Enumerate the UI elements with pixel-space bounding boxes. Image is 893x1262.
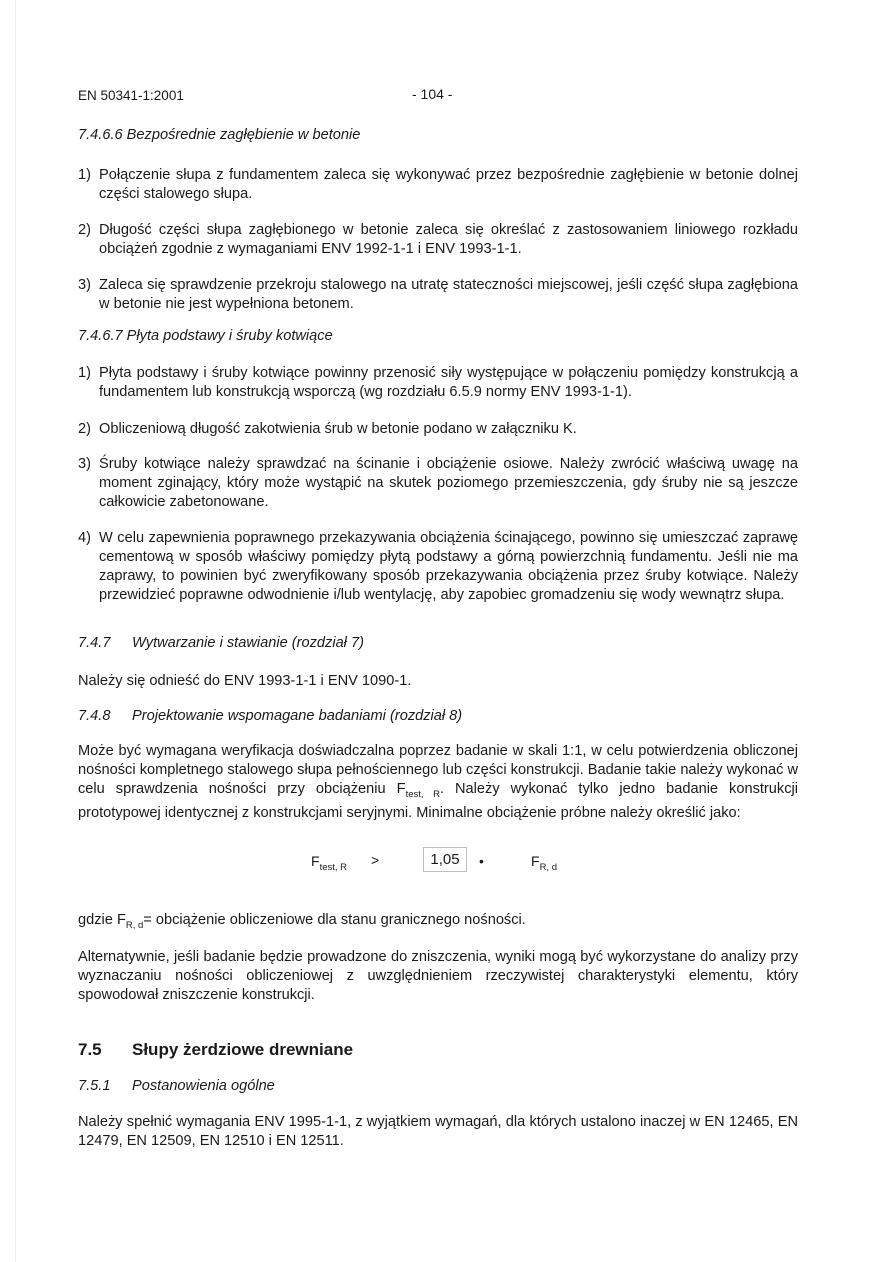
heading-7-4-7 bbox=[78, 635, 364, 651]
item-number: 2) bbox=[78, 421, 91, 437]
formula-rhs bbox=[531, 853, 557, 873]
formula-lhs bbox=[311, 853, 347, 873]
item-number: 1) bbox=[78, 167, 91, 183]
scan-edge-line bbox=[15, 0, 16, 1262]
item-text: Długość części słupa zagłębionego w betonie zaleca się określać z zastosowaniem liniowego rozkładu obciążeń zgodnie z wymaganiami ENV 1992-1-1 i ENV 1993-1-1. bbox=[99, 222, 798, 257]
where-prefix: gdzie F bbox=[78, 912, 126, 928]
section-number: 7.4.7 bbox=[78, 635, 111, 651]
list-item bbox=[78, 455, 798, 512]
heading-7-4-6-7: 7.4.6.7 Płyta podstawy i śruby kotwiące bbox=[78, 328, 333, 344]
list-item bbox=[78, 221, 798, 259]
section-number: 7.4.8 bbox=[78, 708, 111, 724]
item-number: 3) bbox=[78, 277, 91, 293]
item-text: Obliczeniową długość zakotwienia śrub w betonie podano w załączniku K. bbox=[99, 421, 577, 437]
section-number: 7.5.1 bbox=[78, 1078, 111, 1094]
paragraph: Alternatywnie, jeśli badanie będzie prowadzone do zniszczenia, wyniki mogą być wykorzystane do analizy przy wyznaczaniu nośności obliczeniowej z uwzględnieniem rzeczywistej charakterystyki elementu, który spowodował zniszczenie konstrukcji. bbox=[78, 949, 798, 1003]
symbol-subscript: test, R bbox=[319, 861, 348, 873]
item-number: 3) bbox=[78, 456, 91, 472]
section-title: Projektowanie wspomagane badaniami (rozdział 8) bbox=[132, 708, 463, 724]
where-line bbox=[78, 911, 798, 935]
section-title: Postanowienia ogólne bbox=[132, 1078, 275, 1094]
heading-7-4-6-6: 7.4.6.6 Bezpośrednie zagłębienie w betonie bbox=[78, 127, 361, 143]
section-number: 7.5 bbox=[78, 1040, 102, 1059]
item-number: 4) bbox=[78, 530, 91, 546]
paragraph: Należy się odnieść do ENV 1993-1-1 i ENV 1090-1. bbox=[78, 673, 412, 689]
multiply-dot: • bbox=[479, 853, 484, 869]
item-text: W celu zapewnienia poprawnego przekazywania obciążenia ścinającego, powinno się umieszczać zaprawę cementową w sposób właściwy pomiędzy płytą podstawy a górną powierzchnią fundamentu. Jeśli nie ma zaprawy, to powinien być zweryfikowany sposób przekazywania obciążenia przez śruby kotwiące. Należy przewidzieć poprawne odwodnienie i/lub wentylację, aby zapobiec gromadzeniu się wody wewnątrz słupa. bbox=[99, 530, 798, 603]
symbol-subscript: test, R bbox=[405, 788, 440, 800]
list-item bbox=[78, 529, 798, 605]
formula-factor-box: 1,05 bbox=[423, 847, 467, 872]
item-text: Zaleca się sprawdzenie przekroju stalowego na utratę stateczności miejscowej, jeśli część słupa zagłębiona w betonie nie jest wypełniona betonem. bbox=[99, 277, 798, 312]
list-item bbox=[78, 364, 798, 402]
section-title: Wytwarzanie i stawianie (rozdział 7) bbox=[132, 635, 364, 651]
list-item bbox=[78, 276, 798, 314]
paragraph-text: Może być wymagana weryfikacja doświadczalna poprzez badanie w skali 1:1, w celu potwierdzenia obliczonej nośności kompletnego stalowego słupa pełnościennego lub części konstrukcji. Badanie takie należy wykonać w celu sprawdzenia nośności przy obciążeniu bbox=[78, 743, 798, 797]
list-item bbox=[78, 420, 798, 439]
symbol-subscript: R, d bbox=[539, 861, 557, 873]
heading-7-5-1 bbox=[78, 1078, 275, 1094]
symbol-subscript: R, d bbox=[125, 919, 144, 931]
item-number: 1) bbox=[78, 365, 91, 381]
symbol-f: F bbox=[531, 853, 540, 869]
symbol-f: F bbox=[396, 781, 406, 797]
item-text: Połączenie słupa z fundamentem zaleca się wykonywać przez bezpośrednie zagłębienie w betonie dolnej części stalowego słupa. bbox=[99, 167, 798, 202]
paragraph bbox=[78, 742, 798, 823]
heading-7-4-8 bbox=[78, 708, 462, 724]
heading-7-5 bbox=[78, 1040, 353, 1060]
section-title: Słupy żerdziowe drewniane bbox=[132, 1040, 354, 1059]
paragraph-text: . Należy wykonać tylko jedno badanie konstrukcji prototypowej identycznej z konstrukcjami seryjnymi. Minimalne obciążenie próbne należy określić jako: bbox=[78, 781, 798, 821]
formula-operator: > bbox=[371, 852, 380, 868]
symbol-f: F bbox=[311, 853, 320, 869]
paragraph: Należy spełnić wymagania ENV 1995-1-1, z wyjątkiem wymagań, dla których ustalono inaczej w EN 12465, EN 12479, EN 12509, EN 12510 i EN 12511. bbox=[78, 1114, 798, 1149]
where-text: = obciążenie obliczeniowe dla stanu granicznego nośności. bbox=[143, 912, 526, 928]
item-text: Płyta podstawy i śruby kotwiące powinny przenosić siły występujące w połączeniu pomiędzy konstrukcją a fundamentem lub konstrukcją wsporczą (wg rozdziału 6.5.9 normy ENV 1993-1-1). bbox=[99, 365, 798, 400]
document-code: EN 50341-1:2001 bbox=[78, 88, 184, 103]
page-number: - 104 - bbox=[412, 86, 453, 102]
item-number: 2) bbox=[78, 222, 91, 238]
item-text: Śruby kotwiące należy sprawdzać na ścinanie i obciążenie osiowe. Należy zwrócić właściwą uwagę na moment zginający, który może wystąpić na skutek poziomego przemieszczenia, gdy śruby nie są jeszcze całkowicie zabetonowane. bbox=[99, 456, 798, 510]
list-item bbox=[78, 166, 798, 204]
